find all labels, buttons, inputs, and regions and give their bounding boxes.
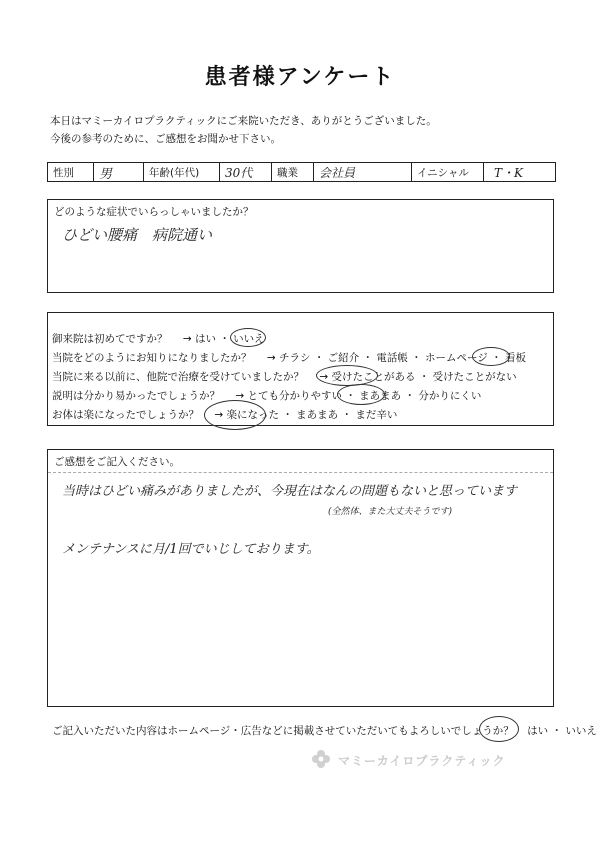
- intro-line-2: 今後の参考のために、ご感想をお聞かせ下さい。: [50, 133, 281, 145]
- job-label: 職業: [272, 163, 314, 181]
- question-row: [52, 369, 517, 384]
- age-label: 年齢(年代): [144, 163, 220, 181]
- info-table: [47, 162, 556, 182]
- consent-no: いいえ: [565, 725, 597, 737]
- divider: [48, 472, 553, 473]
- cherry-blossom-icon: [310, 748, 332, 773]
- selection-circle: [230, 328, 266, 347]
- symptoms-question: どのような症状でいらっしゃいましたか？: [54, 206, 254, 218]
- comment-line-2: メンテナンスに月/1回でいじしております。: [62, 542, 320, 557]
- consent-yes: はい: [527, 725, 549, 737]
- consent-text: ご記入いただいた内容はホームページ・広告などに掲載させていただいてもよろしいでしょうか？: [52, 725, 514, 737]
- comment-line-1: 当時はひどい痛みがありましたが、今現在はなんの問題もないと思っています: [62, 484, 518, 499]
- selection-circle: [337, 384, 385, 405]
- question-text: 当院をどのようにお知りになりましたか？: [52, 352, 252, 364]
- selection-circle: [472, 347, 510, 366]
- age-value: 30代: [220, 163, 272, 181]
- comments-heading: ご感想をご記入ください。: [54, 456, 180, 468]
- symptoms-answer: ひどい腰痛 病院通い: [62, 226, 213, 244]
- question-row: [52, 388, 481, 403]
- answer-options: → とても分かりやすい ・ まあまあ ・ 分かりにくい: [235, 390, 482, 402]
- symptoms-box: [47, 199, 554, 293]
- initial-value: T・K: [494, 165, 523, 180]
- page-title: 患者様アンケート: [204, 65, 396, 90]
- answer-options: → 楽になった ・ まあまあ ・ まだ辛い: [214, 409, 398, 421]
- logo-text: マミーカイロプラクティック: [338, 754, 506, 768]
- intro-line-1: 本日はマミーカイロプラクティックにご来院いただき、ありがとうございました。: [50, 115, 437, 127]
- job-value: 会社員: [314, 163, 412, 181]
- comments-box: [47, 449, 554, 707]
- selection-circle: [316, 365, 378, 386]
- initial-label: イニシャル: [412, 163, 484, 181]
- question-text: 御来院は初めてですか？: [52, 333, 168, 345]
- answer-options: → チラシ ・ ご紹介 ・ 電話帳 ・ ホームページ ・ 看板: [266, 352, 526, 364]
- gender-value: 男: [94, 163, 144, 181]
- footer-logo: [310, 748, 505, 773]
- selection-circle: [479, 716, 519, 742]
- answer-options: → はい ・ いいえ: [182, 333, 265, 345]
- question-text: お体は楽になったでしょうか？: [52, 409, 199, 421]
- answer-options: → 受けたことがある ・ 受けたことがない: [319, 371, 517, 383]
- question-text: 説明は分かり易かったでしょうか？: [52, 390, 220, 402]
- consent-separator: ・: [551, 725, 562, 737]
- gender-label: 性別: [48, 163, 94, 181]
- question-text: 当院に来る以前に、他院で治療を受けていましたか？: [52, 371, 304, 383]
- selection-circle: [204, 400, 266, 430]
- question-row: [52, 350, 526, 365]
- comment-note: (全然体、また大丈夫そうです): [328, 507, 453, 517]
